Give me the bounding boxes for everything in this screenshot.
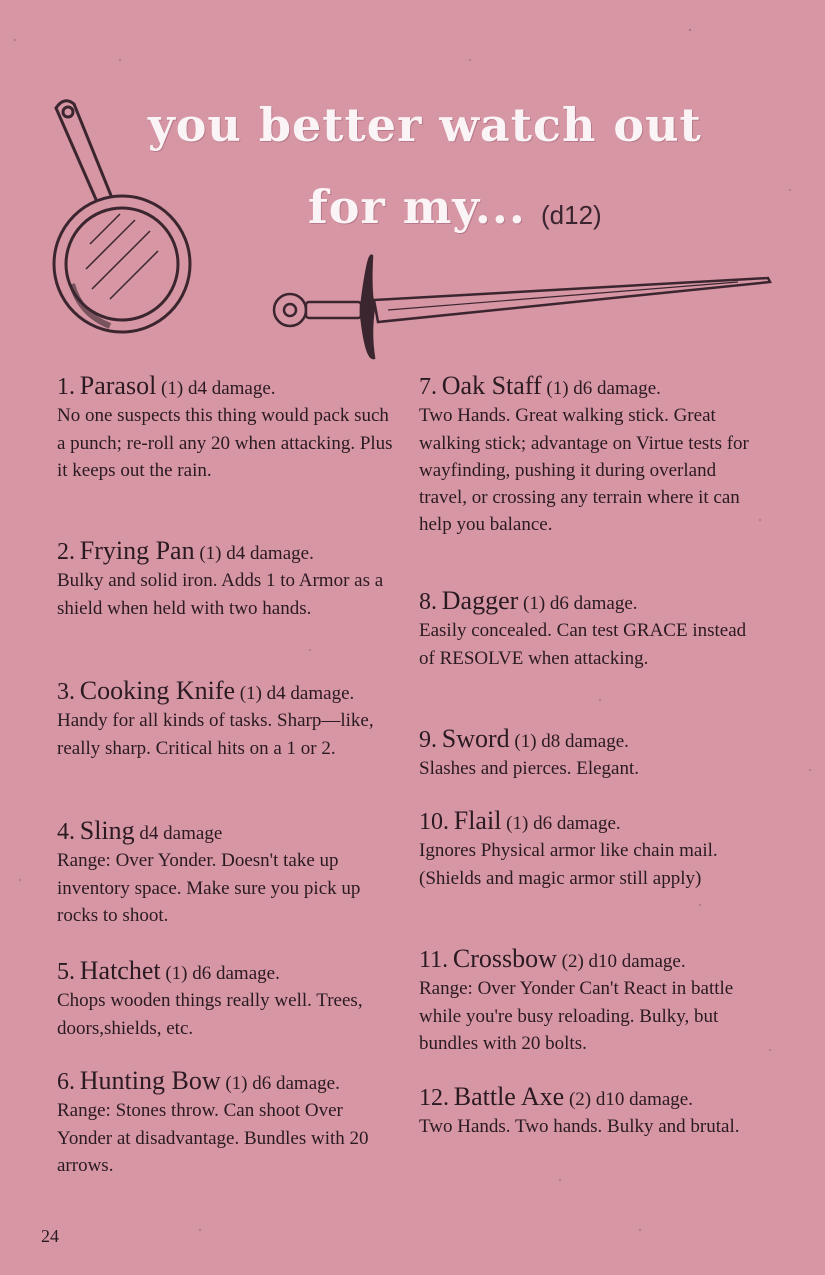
weapon-item — [57, 817, 397, 957]
weapon-list-right — [419, 372, 759, 1141]
item-name: Hatchet — [79, 956, 161, 985]
page-title-line1: you better watch out — [148, 98, 702, 152]
item-name: Crossbow — [452, 944, 557, 973]
sword-icon — [268, 252, 778, 362]
item-description: Slashes and pierces. Elegant. — [419, 758, 640, 780]
weapon-item — [419, 725, 759, 807]
item-number: 12. — [419, 1085, 449, 1111]
weapon-item — [57, 537, 397, 677]
weapon-list-left — [57, 372, 397, 1179]
item-number: 4. — [57, 819, 75, 845]
weapon-item — [57, 677, 397, 817]
item-damage: (1) d4 damage. — [161, 378, 276, 399]
item-damage: (1) d4 damage. — [239, 683, 355, 704]
item-name: Flail — [453, 806, 502, 835]
dice-label: (d12) — [541, 200, 602, 230]
item-number: 7. — [419, 374, 437, 400]
item-number: 10. — [419, 809, 449, 835]
item-damage: (1) d6 damage. — [546, 378, 661, 399]
item-name: Cooking Knife — [79, 676, 236, 705]
weapon-item — [57, 372, 397, 537]
item-description: Range: Over Yonder. Doesn't take up inventory space. Make sure you pick up rocks to shoot. — [57, 850, 361, 926]
item-description: No one suspects this thing would pack such a punch; re-roll any 20 when attacking. Plus it keeps out the rain. — [57, 405, 393, 481]
item-description: Range: Over Yonder Can't React in battle while you're busy reloading. Bulky, but bundles with 20 bolts. — [419, 978, 734, 1054]
item-number: 1. — [57, 374, 75, 400]
item-number: 2. — [57, 539, 75, 565]
item-damage: (1) d6 damage. — [165, 963, 280, 984]
item-description: Two Hands. Two hands. Bulky and brutal. — [419, 1116, 740, 1138]
weapon-item — [57, 957, 397, 1067]
item-damage: (2) d10 damage. — [561, 951, 686, 972]
item-description: Two Hands. Great walking stick. Great walking stick; advantage on Virtue tests for wayfinding, pushing it during overland travel, or crossing any terrain where it can help you balance. — [419, 405, 749, 536]
weapon-item — [419, 587, 759, 725]
page-number: 24 — [41, 1226, 59, 1246]
weapon-item — [419, 807, 759, 945]
item-description: Ignores Physical armor like chain mail. (Shields and magic armor still apply) — [419, 840, 718, 889]
page-title-line2: for my... — [308, 180, 526, 234]
item-number: 5. — [57, 959, 75, 985]
item-number: 6. — [57, 1069, 75, 1095]
weapon-item — [57, 1067, 397, 1179]
weapon-item — [419, 945, 759, 1083]
item-description: Chops wooden things really well. Trees, doors,shields, etc. — [57, 990, 363, 1039]
item-number: 11. — [419, 947, 449, 973]
item-damage: (1) d6 damage. — [523, 593, 638, 614]
item-name: Parasol — [79, 371, 157, 400]
item-damage: (1) d4 damage. — [199, 543, 314, 564]
item-description: Bulky and solid iron. Adds 1 to Armor as a shield when held with two hands. — [57, 570, 384, 619]
item-damage: (2) d10 damage. — [568, 1089, 693, 1110]
item-damage: (1) d6 damage. — [506, 813, 621, 834]
item-description: Handy for all kinds of tasks. Sharp—like, really sharp. Critical hits on a 1 or 2. — [57, 710, 374, 759]
item-number: 8. — [419, 589, 437, 615]
item-name: Hunting Bow — [79, 1066, 221, 1095]
item-description: Easily concealed. Can test GRACE instead of RESOLVE when attacking. — [419, 620, 747, 669]
item-name: Battle Axe — [453, 1082, 565, 1111]
item-damage: (1) d8 damage. — [514, 731, 629, 752]
item-damage: d4 damage — [139, 823, 223, 844]
weapon-item — [419, 1083, 759, 1141]
item-number: 9. — [419, 727, 437, 753]
item-name: Oak Staff — [441, 371, 542, 400]
item-number: 3. — [57, 679, 75, 705]
item-name: Sword — [441, 724, 510, 753]
item-damage: (1) d6 damage. — [225, 1073, 340, 1094]
item-description: Range: Stones throw. Can shoot Over Yonder at disadvantage. Bundles with 20 arrows. — [57, 1100, 369, 1176]
item-name: Frying Pan — [79, 536, 195, 565]
item-name: Sling — [79, 816, 135, 845]
weapon-item — [419, 372, 759, 587]
item-name: Dagger — [441, 586, 519, 615]
